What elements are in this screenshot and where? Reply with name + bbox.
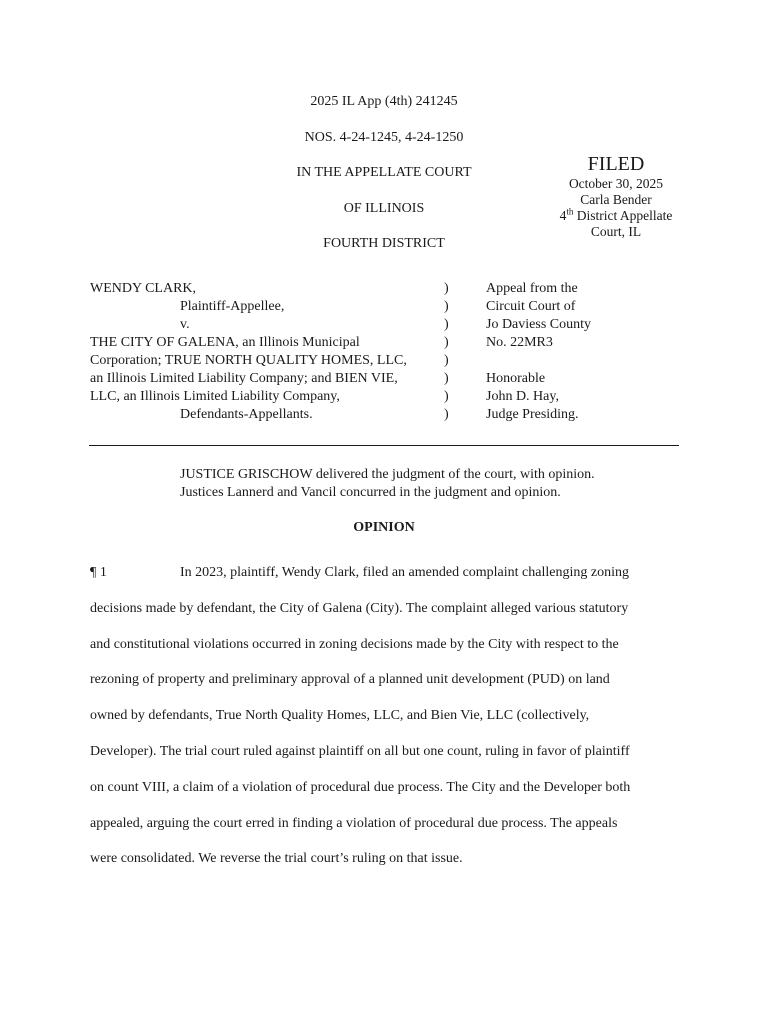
filed-stamp-title: FILED xyxy=(587,153,645,175)
county-line: Jo Daviess County xyxy=(486,317,591,332)
paragraph-line xyxy=(90,555,680,591)
district-text: District Appellate xyxy=(573,208,673,223)
caption-paren: ) xyxy=(444,371,449,386)
court-name-line3: FOURTH DISTRICT xyxy=(323,236,445,251)
appeal-from-line: Appeal from the xyxy=(486,281,578,296)
filed-stamp xyxy=(540,152,692,240)
filed-stamp-court: Court, IL xyxy=(590,224,642,239)
judge-presiding: Judge Presiding. xyxy=(486,407,579,422)
court-name-line2: OF ILLINOIS xyxy=(343,201,425,216)
party-defendant-line2: Corporation; TRUE NORTH QUALITY HOMES, LLC, xyxy=(90,353,407,368)
filed-stamp-clerk: Carla Bender xyxy=(580,192,652,207)
caption-court-info xyxy=(486,280,706,424)
lower-case-number: No. 22MR3 xyxy=(486,335,553,350)
caption-spacer xyxy=(486,352,706,370)
caption-paren: ) xyxy=(444,299,449,314)
caption-paren: ) xyxy=(444,353,449,368)
caption-parties xyxy=(90,280,450,424)
district-number: 4 xyxy=(559,208,567,223)
authorship-line1: JUSTICE GRISCHOW delivered the judgment of the court, with opinion. xyxy=(180,467,595,482)
caption-paren: ) xyxy=(444,407,449,422)
case-numbers: NOS. 4-24-1245, 4-24-1250 xyxy=(304,130,464,145)
paragraph-line: rezoning of property and preliminary approval of a planned unit development (PUD) on land xyxy=(90,672,610,688)
paragraph-mark: ¶ 1 xyxy=(90,565,107,580)
district-suffix: th xyxy=(566,206,574,217)
party-plaintiff: WENDY CLARK, xyxy=(90,281,197,296)
authorship-line2: Justices Lannerd and Vancil concurred in the judgment and opinion. xyxy=(180,485,561,500)
paragraph-line: decisions made by defendant, the City of Galena (City). The complaint alleged various statutory xyxy=(90,600,629,616)
party-defendant-line4: LLC, an Illinois Limited Liability Company, xyxy=(90,389,340,404)
paragraph-line: and constitutional violations occurred in zoning decisions made by the City with respect to the xyxy=(90,636,619,652)
caption-paren: ) xyxy=(444,389,449,404)
opinion-heading: OPINION xyxy=(353,520,415,535)
filed-stamp-date: October 30, 2025 xyxy=(568,176,664,191)
versus-label: v. xyxy=(180,317,190,332)
paragraph-line: on count VIII, a claim of a violation of procedural due process. The City and the Developer both xyxy=(90,779,631,795)
caption-divider xyxy=(89,445,679,446)
caption-parentheses xyxy=(444,280,456,424)
filed-stamp-district xyxy=(540,208,692,224)
caption-paren: ) xyxy=(444,335,449,350)
opinion-authorship xyxy=(180,466,595,502)
court-name-line1: IN THE APPELLATE COURT xyxy=(296,165,472,180)
caption-paren: ) xyxy=(444,281,449,296)
paragraph-line: appealed, arguing the court erred in finding a violation of procedural due process. The appeals xyxy=(90,815,618,831)
paragraph-line: were consolidated. We reverse the trial court’s ruling on that issue. xyxy=(90,851,463,867)
paragraph-line: Developer). The trial court ruled against plaintiff on all but one count, ruling in favor of plaintiff xyxy=(90,743,630,759)
party-defendant-line3: an Illinois Limited Liability Company; and BIEN VIE, xyxy=(90,371,398,386)
party-defendant-line1: THE CITY OF GALENA, an Illinois Municipal xyxy=(90,335,360,350)
honorable-line: Honorable xyxy=(486,371,546,386)
paragraph-1 xyxy=(90,555,680,877)
paragraph-line: owned by defendants, True North Quality Homes, LLC, and Bien Vie, LLC (collectively, xyxy=(90,708,590,724)
paragraph-text: In 2023, plaintiff, Wendy Clark, filed an amended complaint challenging zoning xyxy=(180,565,629,580)
case-citation: 2025 IL App (4th) 241245 xyxy=(310,94,458,109)
party-plaintiff-role: Plaintiff-Appellee, xyxy=(180,299,285,314)
judge-name: John D. Hay, xyxy=(486,389,559,404)
caption-paren: ) xyxy=(444,317,449,332)
party-defendant-role: Defendants-Appellants. xyxy=(180,407,313,422)
circuit-court-line: Circuit Court of xyxy=(486,299,576,314)
